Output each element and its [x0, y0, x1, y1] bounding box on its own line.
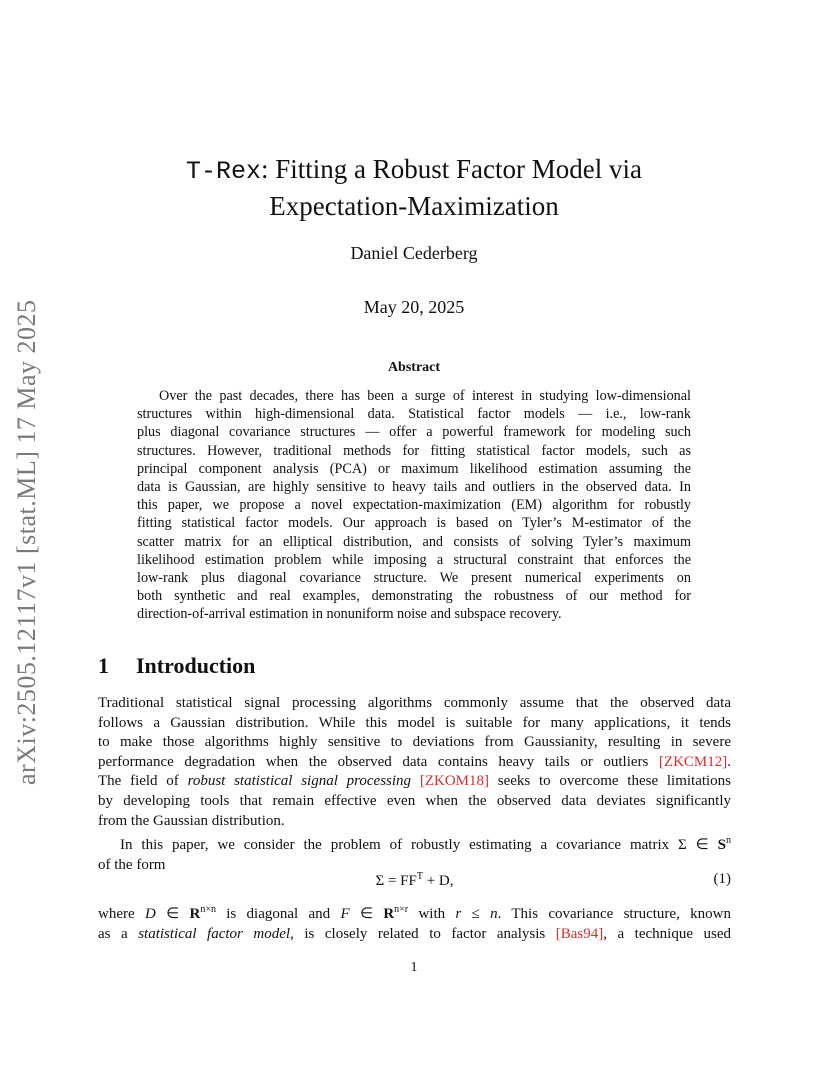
publication-date: May 20, 2025: [363, 297, 465, 317]
intro-line: [98, 925, 731, 945]
intro-text: .: [727, 753, 731, 770]
equation-number: (1): [713, 871, 731, 887]
intro-text: [411, 773, 420, 789]
abstract-line: likelihood estimation problem while imposing a structural constraint that enforces the: [137, 551, 691, 568]
abstract-line: principal component analysis (PCA) or maximum likelihood estimation assuming the: [137, 460, 691, 477]
intro-text: performance degradation when the observed data contains heavy tails or outliers: [98, 753, 659, 770]
equation-text: + D,: [422, 873, 454, 889]
math-var: r ≤ n: [455, 906, 498, 922]
abstract-line: Over the past decades, there has been a surge of interest in studying low-dimensional: [159, 388, 691, 404]
abstract-line: both synthetic and real examples, demonstrating the robustness of our method for: [137, 588, 691, 605]
math-var: F: [340, 906, 350, 922]
intro-line: by developing tools that remain effective even when the observed data deviates significantly: [98, 792, 731, 809]
abstract-line: low-rank plus diagonal covariance structure. We present numerical experiments on: [137, 570, 691, 587]
citation-link-zkom18[interactable]: [ZKOM18]: [419, 773, 489, 790]
intro-line: follows a Gaussian distribution. While this model is suitable for many applications, it tends: [98, 714, 731, 731]
abstract-body: [137, 387, 691, 624]
text: , is closely related to factor analysis: [290, 925, 556, 942]
arxiv-identifier-stamp: arXiv:2505.12117v1 [stat.ML] 17 May 2025: [12, 299, 41, 785]
intro-line: from the Gaussian distribution.: [98, 812, 285, 829]
text: ∈: [155, 906, 190, 922]
intro-line: [98, 900, 731, 925]
title-line2: Expectation-Maximization: [269, 191, 559, 221]
superscript: n: [726, 835, 731, 847]
text: where: [98, 906, 145, 922]
intro-italic-text: statistical factor model: [138, 925, 291, 942]
paper-title: [120, 152, 708, 223]
citation-link-zkcm12[interactable]: [ZKCM12]: [658, 753, 728, 770]
intro-italic-text: robust statistical signal processing: [187, 773, 412, 790]
page-number: 1: [410, 960, 418, 975]
intro-line: [98, 753, 731, 773]
math-var: D: [144, 906, 156, 922]
intro-text: The field of: [98, 773, 188, 790]
text: . This covariance structure, known: [497, 906, 731, 922]
intro-line: [98, 831, 731, 856]
intro-line: of the form: [98, 856, 166, 873]
abstract-line: structures within high-dimensional data. Statistical factor models — i.e., low-rank: [137, 406, 691, 423]
abstract-line: fitting statistical factor models. Our approach is based on Tyler’s M-estimator of the: [137, 515, 691, 532]
text: with: [408, 906, 456, 922]
abstract-line: structures. However, traditional methods for fitting statistical factor models, such as: [137, 442, 691, 459]
intro-line: [98, 772, 731, 792]
equation-body: [98, 871, 731, 890]
equation-text: Σ = FF: [375, 873, 417, 889]
set-symbol: R: [383, 906, 395, 922]
section-title: Introduction: [136, 653, 256, 678]
set-symbol: R: [189, 906, 201, 922]
post-equation-paragraph: [98, 900, 731, 944]
abstract-line: this paper, we propose a novel expectation-maximization (EM) algorithm for robustly: [137, 497, 691, 514]
title-line1-rest: : Fitting a Robust Factor Model via: [261, 154, 642, 184]
superscript: n×n: [200, 904, 216, 915]
text: , a technique used: [603, 925, 732, 942]
title-mono-part: T-Rex: [186, 157, 262, 186]
intro-text: seeks to overcome these limitations: [488, 773, 732, 790]
intro-line: to make those algorithms highly sensitive to deviations from Gaussianity, resulting in severe: [98, 734, 731, 751]
abstract-line: plus diagonal covariance structures — offer a powerful framework for modeling such: [137, 424, 691, 441]
abstract-heading: Abstract: [387, 360, 441, 375]
author-name: Daniel Cederberg: [350, 243, 478, 263]
abstract-line: scatter matrix for an elliptical distribution, and consists of solving Tyler’s maximum: [137, 533, 691, 550]
superscript: T: [416, 871, 423, 882]
text: as a: [98, 925, 139, 942]
text: is diagonal and: [215, 906, 341, 922]
introduction-paragraph: [98, 694, 731, 875]
citation-link-bas94[interactable]: [Bas94]: [555, 925, 604, 942]
abstract-line: direction-of-arrival estimation in nonuniform noise and subspace recovery.: [137, 606, 562, 623]
superscript: n×r: [394, 904, 409, 915]
intro-line: Traditional statistical signal processing algorithms commonly assume that the observed data: [98, 695, 731, 711]
text: ∈: [349, 906, 384, 922]
equation-1: [98, 871, 731, 891]
abstract-line: data is Gaussian, are highly sensitive to heavy tails and outliers in the observed data. In: [137, 479, 691, 496]
section-number: 1: [98, 653, 109, 678]
set-symbol: S: [717, 837, 726, 854]
section-heading: [98, 653, 255, 679]
intro-text: In this paper, we consider the problem of robustly estimating a covariance matrix Σ ∈: [120, 837, 718, 854]
